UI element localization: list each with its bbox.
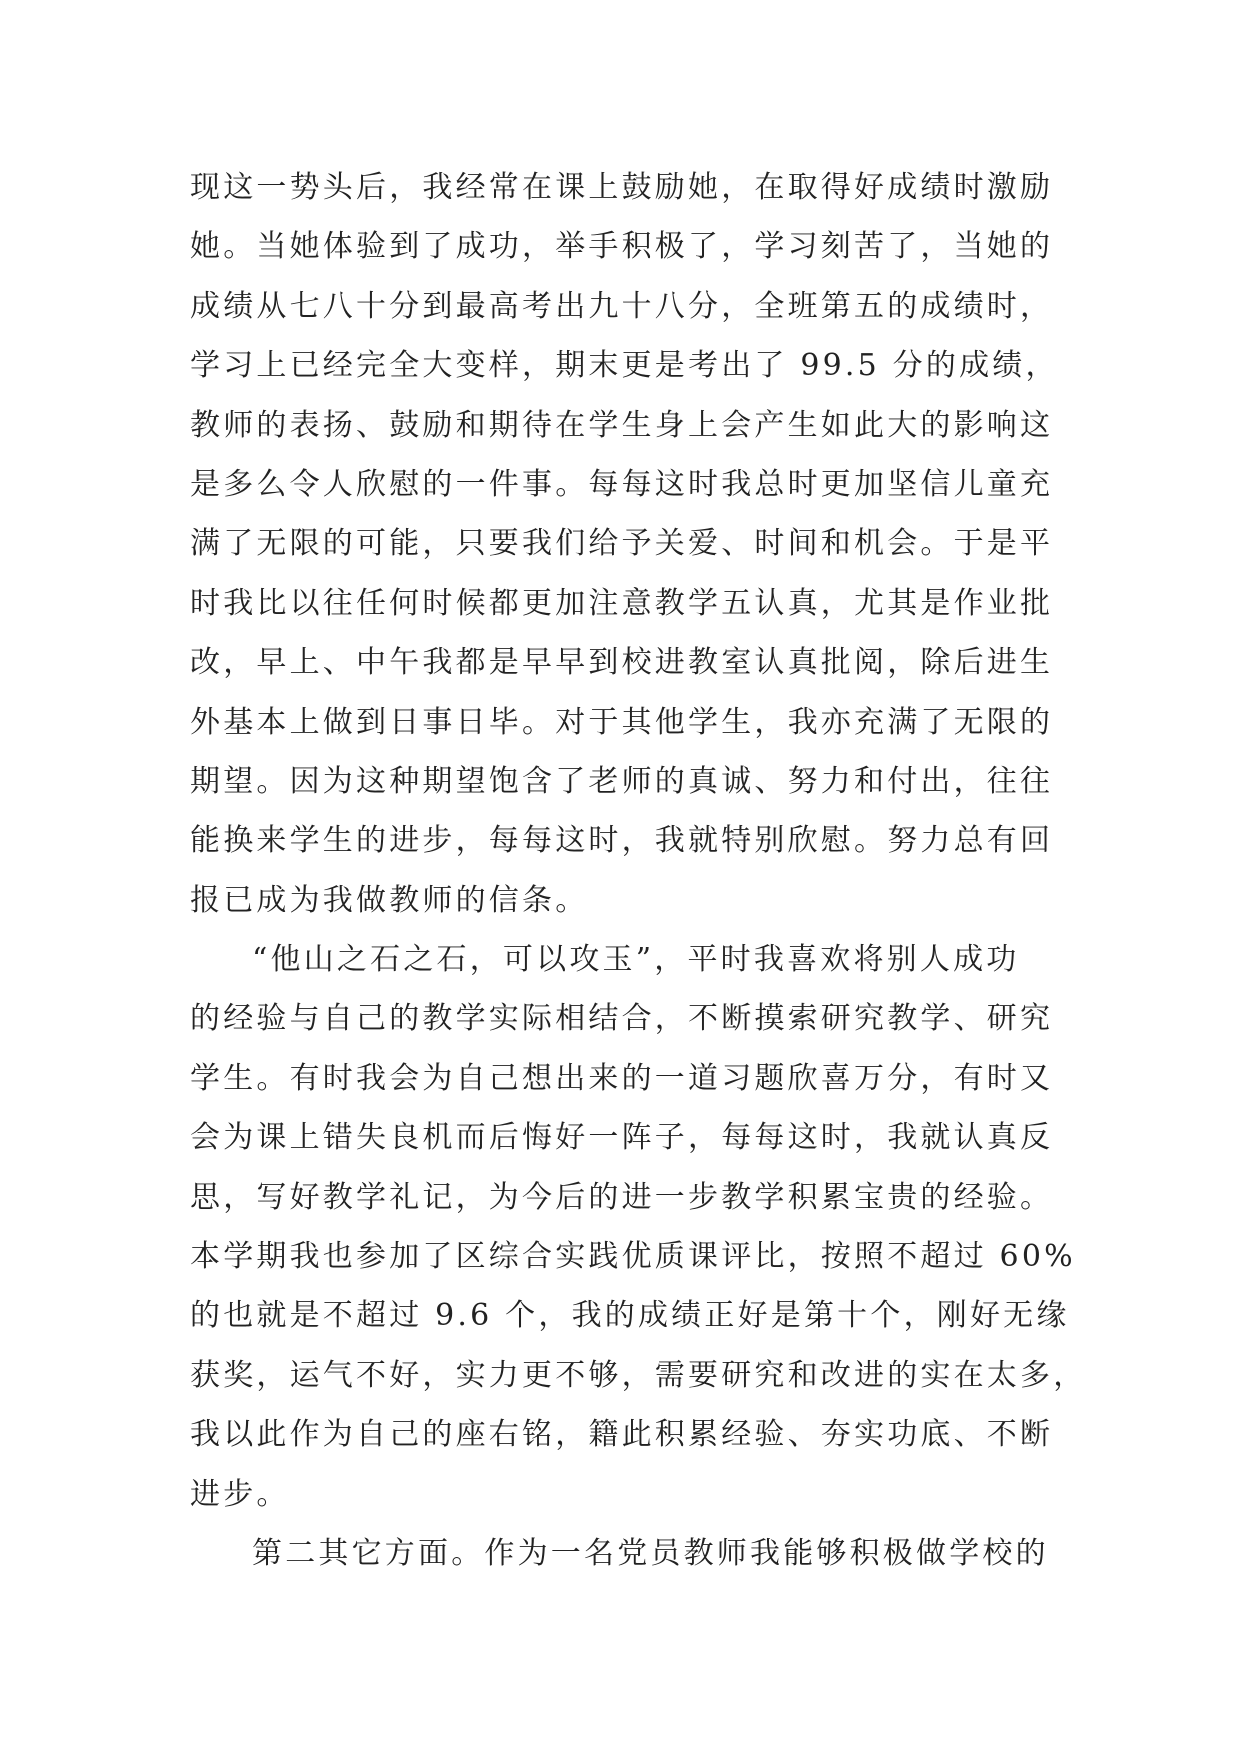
text-line: 能换来学生的进步，每每这时，我就特别欣慰。努力总有回 bbox=[190, 823, 1054, 859]
text-line: 报已成为我做教师的信条。 bbox=[190, 882, 589, 918]
text-line: 教师的表扬、鼓励和期待在学生身上会产生如此大的影响这 bbox=[190, 407, 1054, 443]
text-line: 满了无限的可能，只要我们给予关爱、时间和机会。于是平 bbox=[190, 526, 1054, 562]
text-line: 进步。 bbox=[190, 1476, 290, 1512]
text-line: 学习上已经完全大变样，期末更是考出了 99.5 分的成绩， bbox=[190, 348, 1059, 384]
document-body bbox=[190, 158, 1087, 1583]
paragraph-2 bbox=[190, 930, 1087, 1524]
text-line: 思，写好教学礼记，为今后的进一步教学积累宝贵的经验。 bbox=[190, 1179, 1054, 1215]
text-line: 期望。因为这种期望饱含了老师的真诚、努力和付出，往往 bbox=[190, 763, 1054, 799]
text-line: 时我比以往任何时候都更加注意教学五认真，尤其是作业批 bbox=[190, 585, 1054, 621]
text-line: “他山之石之石，可以攻玉”，平时我喜欢将别人成功 bbox=[252, 942, 1020, 978]
paragraph-3 bbox=[190, 1524, 1070, 1583]
text-line: 的经验与自己的教学实际相结合，不断摸索研究教学、研究 bbox=[190, 1001, 1054, 1037]
text-line: 我以此作为自己的座右铭，籍此积累经验、夯实功底、不断 bbox=[190, 1417, 1054, 1453]
text-line: 学生。有时我会为自己想出来的一道习题欣喜万分，有时又 bbox=[190, 1060, 1054, 1096]
text-line: 本学期我也参加了区综合实践优质课评比，按照不超过 60% bbox=[190, 1239, 1076, 1275]
text-line: 的也就是不超过 9.6 个，我的成绩正好是第十个，刚好无缘 bbox=[190, 1298, 1070, 1334]
text-line: 她。当她体验到了成功，举手积极了，学习刻苦了，当她的 bbox=[190, 229, 1054, 265]
text-line: 是多么令人欣慰的一件事。每每这时我总时更加坚信儿童充 bbox=[190, 466, 1054, 502]
text-line: 会为课上错失良机而后悔好一阵子，每每这时，我就认真反 bbox=[190, 1120, 1054, 1156]
paragraph-1 bbox=[190, 158, 1070, 930]
text-line: 第二其它方面。作为一名党员教师我能够积极做学校的 bbox=[252, 1535, 1049, 1571]
text-line: 成绩从七八十分到最高考出九十八分，全班第五的成绩时， bbox=[190, 288, 1054, 324]
text-line: 现这一势头后，我经常在课上鼓励她，在取得好成绩时激励 bbox=[190, 170, 1054, 205]
text-line: 获奖，运气不好，实力更不够，需要研究和改进的实在太多， bbox=[190, 1357, 1087, 1393]
text-line: 改，早上、中午我都是早早到校进教室认真批阅，除后进生 bbox=[190, 645, 1054, 681]
text-line: 外基本上做到日事日毕。对于其他学生，我亦充满了无限的 bbox=[190, 704, 1054, 740]
